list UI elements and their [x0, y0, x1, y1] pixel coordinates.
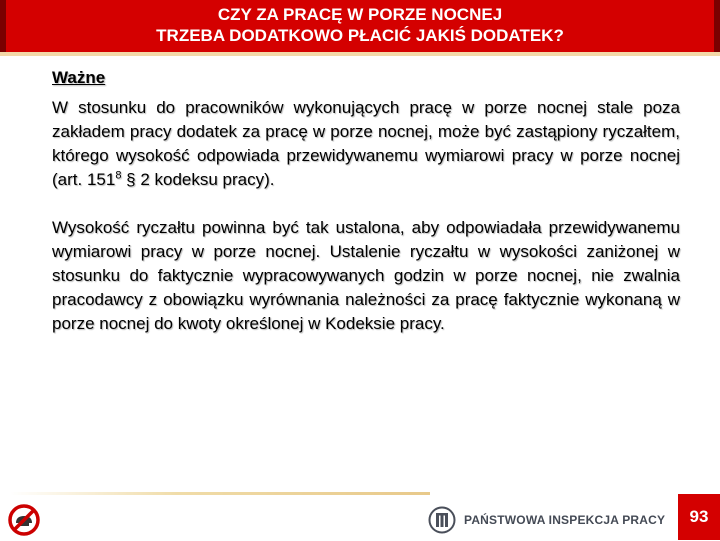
title-line-1: CZY ZA PRACĘ W PORZE NOCNEJ — [217, 5, 503, 24]
pip-logo-icon — [428, 506, 456, 534]
section-heading: Ważne — [52, 68, 106, 87]
paragraph-2: Wysokość ryczałtu powinna być tak ustalona, aby odpowiadała przewidywanemu wymiarowi pracy w porze nocnej. Ustalenie ryczałtu w wysokości zaniżonej w stosunku do faktycznie wypracowywanych godzin w porze nocnej, nie zwalnia pracodawcy z obowiązku wyrównania należności za pracę faktycznie wykonaną w porze nocnej do kwoty określonej w Kodeksie pracy. — [52, 218, 680, 333]
footer-divider — [10, 492, 430, 495]
logo-text: PAŃSTWOWA INSPEKCJA PRACY — [464, 513, 666, 527]
page-number: 93 — [678, 494, 720, 540]
pip-logo — [428, 506, 668, 534]
paragraph-1 — [52, 96, 680, 192]
prohibition-sign-icon — [8, 504, 40, 536]
title-line-2: TRZEBA DODATKOWO PŁACIĆ JAKIŚ DODATEK? — [156, 26, 564, 45]
article-superscript: 8 — [115, 169, 122, 182]
title-underline — [0, 52, 720, 56]
paragraph-1-end: § 2 kodeksu pracy). — [121, 170, 275, 189]
title-bar — [0, 0, 720, 52]
main-content — [52, 66, 680, 336]
paragraph-1-text: W stosunku do pracowników wykonujących pracę w porze nocnej stale poza zakładem pracy dodatek za pracę w porze nocnej, może być zastąpiony ryczałtem, którego wysokość odpowiada przewidywanemu wymiarowi pracy w porze nocnej (art. 151 — [52, 98, 680, 189]
